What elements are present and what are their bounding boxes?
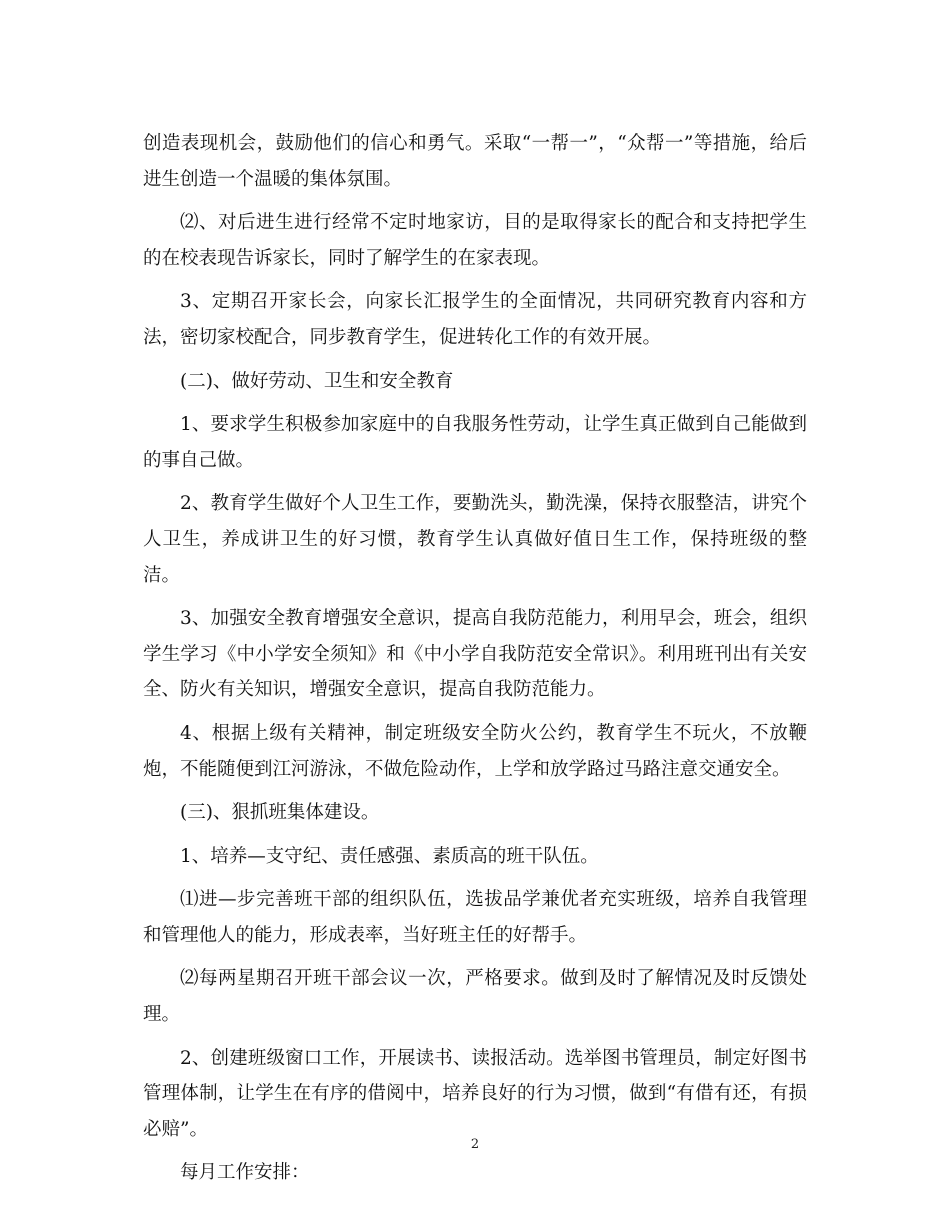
paragraph: 1、要求学生积极参加家庭中的自我服务性劳动，让学生真正做到自己能做到的事自己做。 — [143, 414, 807, 471]
paragraph: 3、定期召开家长会，向家长汇报学生的全面情况，共同研究教育内容和方法，密切家校配合，同步教育学生，促进转化工作的有效开展。 — [143, 291, 807, 348]
page-number: 2 — [470, 1137, 480, 1152]
paragraph: 每月工作安排： — [180, 1162, 310, 1184]
paragraph: ⑵每两星期召开班干部会议一次，严格要求。做到及时了解情况及时反馈处理。 — [143, 968, 807, 1026]
paragraph: 3、加强安全教育增强安全意识，提高自我防范能力，利用早会，班会，组织学生学习《中小学安全须知》和《中小学自我防范安全常识》。利用班刊出有关安全、防火有关知识，增强安全意识，提高自我防范能力。 — [143, 608, 807, 701]
paragraph: ⑴进—步完善班干部的组织队伍，选拔品学兼优者充实班级，培养自我管理和管理他人的能力，形成表率，当好班主任的好帮手。 — [143, 889, 807, 946]
paragraph: ⑵、对后进生进行经常不定时地家访，目的是取得家长的配合和支持把学生的在校表现告诉家长，同时了解学生的在家表现。 — [143, 212, 807, 269]
document-body — [143, 126, 807, 1199]
paragraph: 4、根据上级有关精神，制定班级安全防火公约，教育学生不玩火，不放鞭炮，不能随便到江河游泳，不做危险动作，上学和放学路过马路注意交通安全。 — [143, 722, 807, 780]
section-heading: (二)、做好劳动、卫生和安全教育 — [180, 370, 454, 392]
paragraph: 1、培养—支守纪、责任感强、素质高的班干队伍。 — [180, 845, 599, 867]
paragraph: 2、创建班级窗口工作，开展读书、读报活动。选举图书管理员，制定好图书管理体制，让学生在有序的借阅中，培养良好的行为习惯，做到“有借有还，有损必赔”。 — [143, 1047, 807, 1140]
paragraph: 2、教育学生做好个人卫生工作，要勤洗头，勤洗澡，保持衣服整洁，讲究个人卫生，养成讲卫生的好习惯，教育学生认真做好值日生工作，保持班级的整洁。 — [143, 493, 807, 586]
section-heading: (三)、狠抓班集体建设。 — [180, 802, 380, 824]
paragraph: 创造表现机会，鼓励他们的信心和勇气。采取“一帮一”，“众帮一”等措施，给后进生创造一个温暖的集体氛围。 — [143, 133, 807, 190]
